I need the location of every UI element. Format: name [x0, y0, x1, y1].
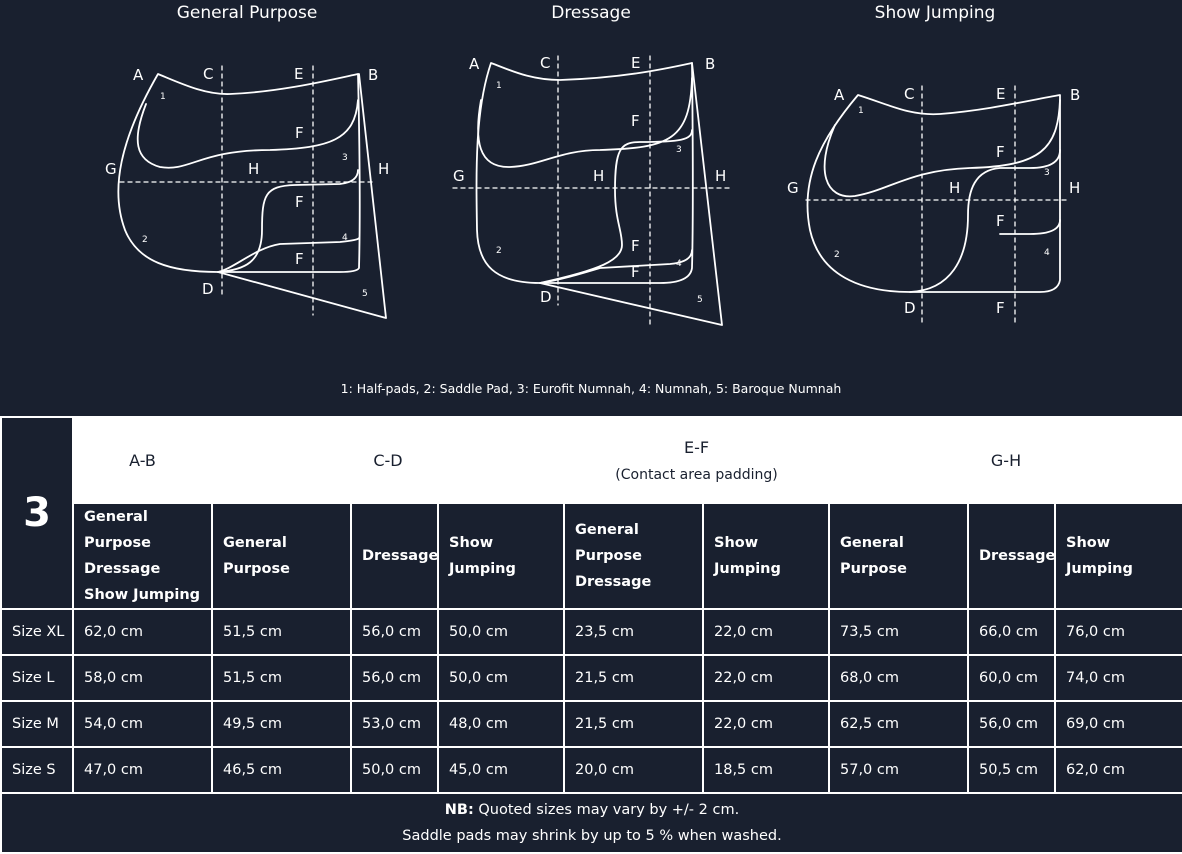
gp-label-h-inner: H: [248, 160, 260, 178]
table-cell: 73,5 cm: [829, 609, 968, 655]
gp-label-h-outer: H: [378, 160, 390, 178]
table-cell: 48,0 cm: [438, 701, 564, 747]
dr-label-a: A: [469, 55, 480, 73]
subheader-cd-gp: General Purpose: [212, 503, 351, 609]
subheader-gh-sj: Show Jumping: [1055, 503, 1182, 609]
table-cell: 22,0 cm: [703, 609, 829, 655]
sj-label-d: D: [904, 299, 916, 317]
table-cell: 18,5 cm: [703, 747, 829, 793]
dr-label-d: D: [540, 288, 552, 306]
dr-label-f-1: F: [631, 112, 640, 130]
subheader-cd-dr: Dressage: [351, 503, 438, 609]
sj-label-c: C: [904, 85, 915, 103]
table-cell: 21,5 cm: [564, 701, 703, 747]
diagram-panel: [0, 0, 1182, 416]
group-header-ab: A-B: [73, 417, 212, 503]
sj-zone-3: 3: [1044, 168, 1050, 178]
table-row: [1, 655, 1182, 701]
size-label: Size M: [1, 701, 73, 747]
show-jumping-pad-outline: [807, 95, 1060, 292]
table-cell: 51,5 cm: [212, 655, 351, 701]
title-show-jumping: Show Jumping: [874, 3, 996, 23]
gp-label-f-2: F: [295, 193, 304, 211]
table-cell: 49,5 cm: [212, 701, 351, 747]
group-header-gh: G-H: [829, 417, 1182, 503]
footnote-line-1: [2, 797, 1182, 823]
table-cell: 54,0 cm: [73, 701, 212, 747]
group-header-cd: C-D: [212, 417, 564, 503]
subheader-cd-sj: Show Jumping: [438, 503, 564, 609]
dr-zone-4: 4: [676, 259, 682, 269]
table-row: [1, 747, 1182, 793]
table-cell: 47,0 cm: [73, 747, 212, 793]
table-cell: 50,0 cm: [351, 747, 438, 793]
sj-label-f-3: F: [996, 299, 1005, 317]
table-cell: 57,0 cm: [829, 747, 968, 793]
table-cell: 53,0 cm: [351, 701, 438, 747]
dr-label-e: E: [631, 54, 641, 72]
footnote-label: NB:: [444, 802, 474, 818]
table-cell: 21,5 cm: [564, 655, 703, 701]
table-row: [1, 701, 1182, 747]
footnote-text-1: Quoted sizes may vary by +/- 2 cm.: [478, 802, 740, 818]
table-cell: 62,0 cm: [73, 609, 212, 655]
title-general-purpose: General Purpose: [176, 3, 318, 23]
table-cell: 20,0 cm: [564, 747, 703, 793]
subheader-ef-line: Dressage: [575, 574, 652, 590]
footnote-line-2: Saddle pads may shrink by up to 5 % when washed.: [402, 828, 782, 844]
general-purpose-pad-outline: [118, 74, 386, 318]
subheader-ab: [73, 503, 212, 609]
table-cell: 45,0 cm: [438, 747, 564, 793]
group-header-ef-title: E-F: [683, 437, 710, 457]
gp-label-e: E: [294, 65, 304, 83]
size-label: Size S: [1, 747, 73, 793]
dr-label-f-2: F: [631, 237, 640, 255]
table-cell: 68,0 cm: [829, 655, 968, 701]
gp-zone-5: 5: [362, 289, 368, 299]
dr-zone-2: 2: [496, 246, 502, 256]
subheader-ef-sj: Show Jumping: [703, 503, 829, 609]
dr-zone-5: 5: [697, 295, 703, 305]
sj-zone-2: 2: [834, 250, 840, 260]
gp-zone-1: 1: [160, 92, 166, 102]
table-cell: 66,0 cm: [968, 609, 1055, 655]
chart-number: 3: [1, 417, 73, 609]
dr-label-g: G: [453, 167, 465, 185]
table-cell: 62,5 cm: [829, 701, 968, 747]
sj-label-g: G: [787, 179, 799, 197]
table-cell: 56,0 cm: [968, 701, 1055, 747]
size-label: Size XL: [1, 609, 73, 655]
gp-zone-2: 2: [142, 235, 148, 245]
gp-label-f-3: F: [295, 250, 304, 268]
table-cell: 56,0 cm: [351, 655, 438, 701]
subheader-ab-line: Dressage: [84, 561, 161, 577]
diagram-legend: 1: Half-pads, 2: Saddle Pad, 3: Eurofit Numnah, 4: Numnah, 5: Baroque Numnah: [340, 381, 842, 396]
table-cell: 50,5 cm: [968, 747, 1055, 793]
table-cell: 46,5 cm: [212, 747, 351, 793]
footnote: [1, 793, 1182, 853]
gp-label-d: D: [202, 280, 214, 298]
gp-label-a: A: [133, 66, 144, 84]
subheader-gh-dr: Dressage: [968, 503, 1055, 609]
sj-label-b: B: [1070, 86, 1081, 104]
gp-label-b: B: [368, 66, 379, 84]
sj-label-e: E: [996, 85, 1006, 103]
dr-label-f-3: F: [631, 263, 640, 281]
dr-zone-3: 3: [676, 145, 682, 155]
subheader-gh-gp: General Purpose: [829, 503, 968, 609]
gp-label-g: G: [105, 160, 117, 178]
dr-zone-1: 1: [496, 81, 502, 91]
dr-label-b: B: [705, 55, 716, 73]
table-cell: 22,0 cm: [703, 701, 829, 747]
saddle-pad-diagrams: [0, 0, 1182, 416]
gp-zone-4: 4: [342, 233, 348, 243]
table-cell: 50,0 cm: [438, 655, 564, 701]
sj-label-h-inner: H: [949, 179, 961, 197]
sj-label-f-1: F: [996, 143, 1005, 161]
gp-label-f-1: F: [295, 124, 304, 142]
table-cell: 51,5 cm: [212, 609, 351, 655]
dressage-pad-outline: [477, 63, 722, 325]
group-header-ef-subtitle: (Contact area padding): [615, 466, 778, 483]
size-chart-table: [0, 416, 1182, 854]
group-header-ef: [564, 417, 829, 503]
gp-label-c: C: [203, 65, 214, 83]
table-cell: 76,0 cm: [1055, 609, 1182, 655]
table-cell: 56,0 cm: [351, 609, 438, 655]
table-cell: 23,5 cm: [564, 609, 703, 655]
sj-label-a: A: [834, 86, 845, 104]
title-dressage: Dressage: [551, 3, 631, 23]
sj-zone-1: 1: [858, 106, 864, 116]
table-cell: 22,0 cm: [703, 655, 829, 701]
table-cell: 62,0 cm: [1055, 747, 1182, 793]
gp-zone-3: 3: [342, 153, 348, 163]
table-cell: 58,0 cm: [73, 655, 212, 701]
dr-label-h-outer: H: [715, 167, 727, 185]
table-cell: 50,0 cm: [438, 609, 564, 655]
size-label: Size L: [1, 655, 73, 701]
subheader-ab-line: Show Jumping: [84, 587, 201, 603]
subheader-ef-line: General Purpose: [575, 522, 642, 564]
subheader-ab-line: General Purpose: [84, 509, 151, 551]
sj-zone-4: 4: [1044, 248, 1050, 258]
sj-label-f-2: F: [996, 212, 1005, 230]
table-cell: 74,0 cm: [1055, 655, 1182, 701]
subheader-ef-gp-dr: [564, 503, 703, 609]
sj-label-h-outer: H: [1069, 179, 1081, 197]
dr-label-c: C: [540, 54, 551, 72]
table-cell: 60,0 cm: [968, 655, 1055, 701]
table-cell: 69,0 cm: [1055, 701, 1182, 747]
table-row: [1, 609, 1182, 655]
dr-label-h-inner: H: [593, 167, 605, 185]
